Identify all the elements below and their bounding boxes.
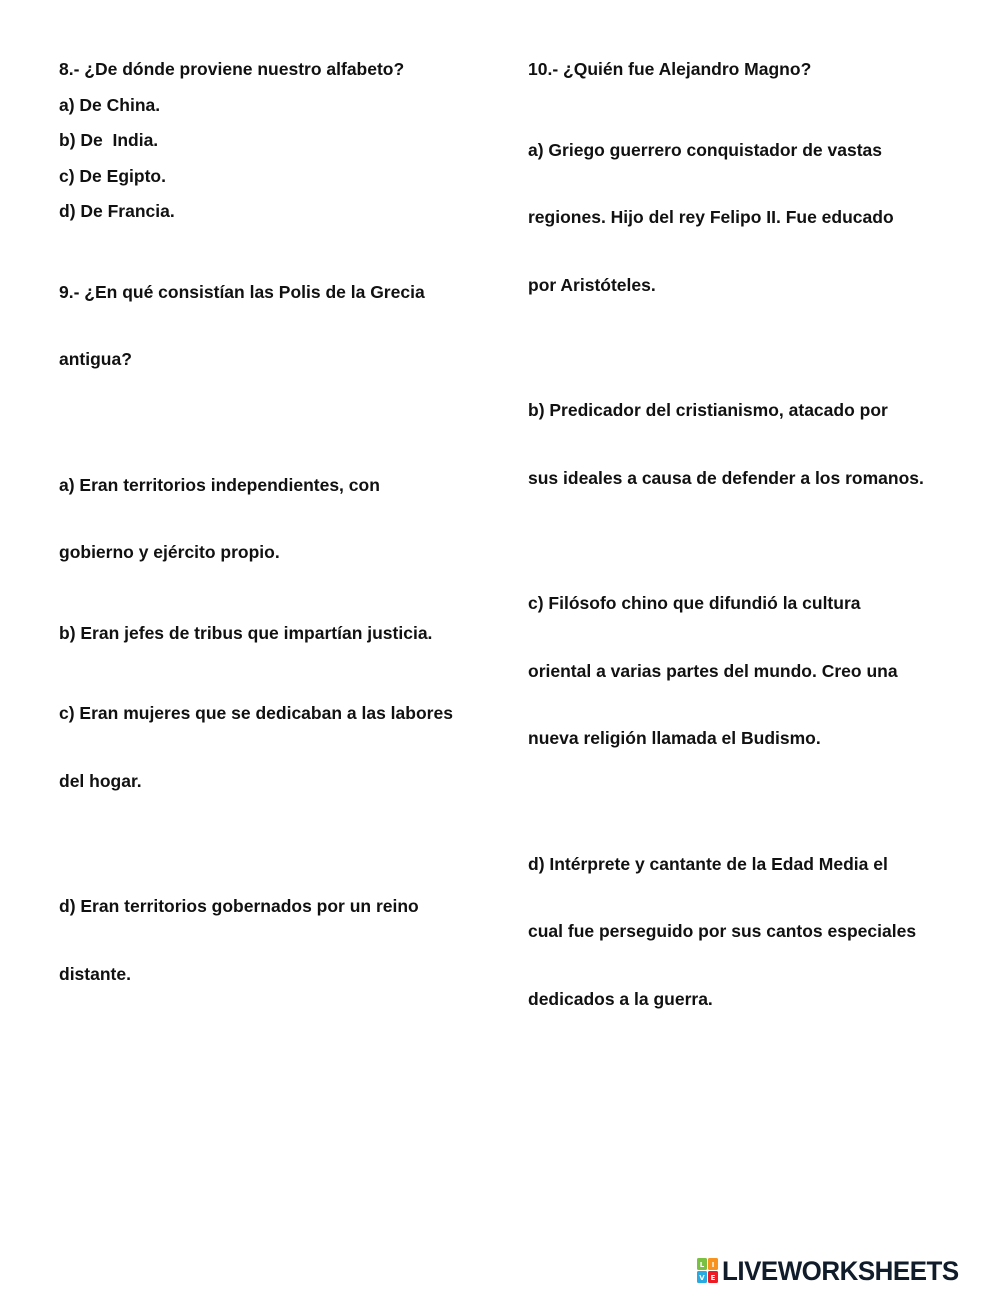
q9-option-d-line-2: distante. — [59, 963, 131, 984]
question-10: 10.- ¿Quién fue Alejandro Magno? — [528, 59, 812, 79]
q9-option-d-line-1: d) Eran territorios gobernados por un reino — [59, 896, 419, 916]
q9-option-a-line-2: gobierno y ejército propio. — [59, 542, 280, 562]
svg-text:I: I — [711, 1261, 715, 1269]
question-9-line-1: 9.- ¿En qué consistían las Polis de la Grecia — [59, 281, 425, 302]
left-column — [59, 58, 479, 1043]
q10-option-c-line-3: nueva religión llamada el Budismo. — [528, 728, 821, 748]
q10-option-a — [528, 94, 948, 342]
q10-option-c-line-2: oriental a varias partes del mundo. Creo una — [528, 660, 898, 681]
q8-option-b: b) De India. — [59, 130, 159, 150]
svg-text:V: V — [699, 1274, 705, 1282]
question-8: 8.- ¿De dónde proviene nuestro alfabeto? — [59, 59, 405, 79]
q10-option-a-line-2: regiones. Hijo del rey Felipo II. Fue educado — [528, 207, 894, 227]
q10-option-d — [528, 808, 948, 1056]
svg-text:L: L — [699, 1261, 705, 1269]
right-column — [528, 58, 948, 1068]
q9-option-b: b) Eran jefes de tribus que impartían justicia. — [59, 622, 433, 643]
q10-option-b-line-2: sus ideales a causa de defender a los romanos. — [528, 467, 924, 488]
q9-option-c-line-1: c) Eran mujeres que se dedicaban a las labores — [59, 703, 453, 723]
q9-option-c — [59, 657, 479, 837]
q10-option-a-line-3: por Aristóteles. — [528, 274, 656, 295]
q10-option-c-line-1: c) Filósofo chino que difundió la cultura — [528, 593, 861, 613]
svg-text:E: E — [710, 1274, 716, 1282]
q9-option-c-line-2: del hogar. — [59, 770, 142, 791]
q8-option-d: d) De Francia. — [59, 201, 175, 221]
q10-option-c — [528, 547, 948, 795]
liveworksheets-logo-icon — [697, 1258, 719, 1284]
q10-option-b — [528, 354, 948, 534]
question-9-line-2: antigua? — [59, 349, 132, 369]
q10-option-a-line-1: a) Griego guerrero conquistador de vastas — [528, 139, 882, 160]
liveworksheets-logo — [697, 1256, 969, 1286]
question-9 — [59, 236, 479, 416]
q9-option-a — [59, 429, 479, 609]
q9-option-d — [59, 850, 479, 1030]
liveworksheets-logo-text: LIVEWORKSHEETS — [722, 1256, 959, 1286]
q10-option-d-line-1: d) Intérprete y cantante de la Edad Media el — [528, 853, 888, 874]
q8-option-c: c) De Egipto. — [59, 165, 166, 186]
q10-option-b-line-1: b) Predicador del cristianismo, atacado por — [528, 400, 888, 420]
q8-option-a: a) De China. — [59, 94, 161, 115]
q10-option-d-line-2: cual fue perseguido por sus cantos especiales — [528, 921, 917, 941]
q9-option-a-line-1: a) Eran territorios independientes, con — [59, 474, 380, 495]
q10-option-d-line-3: dedicados a la guerra. — [528, 988, 713, 1009]
